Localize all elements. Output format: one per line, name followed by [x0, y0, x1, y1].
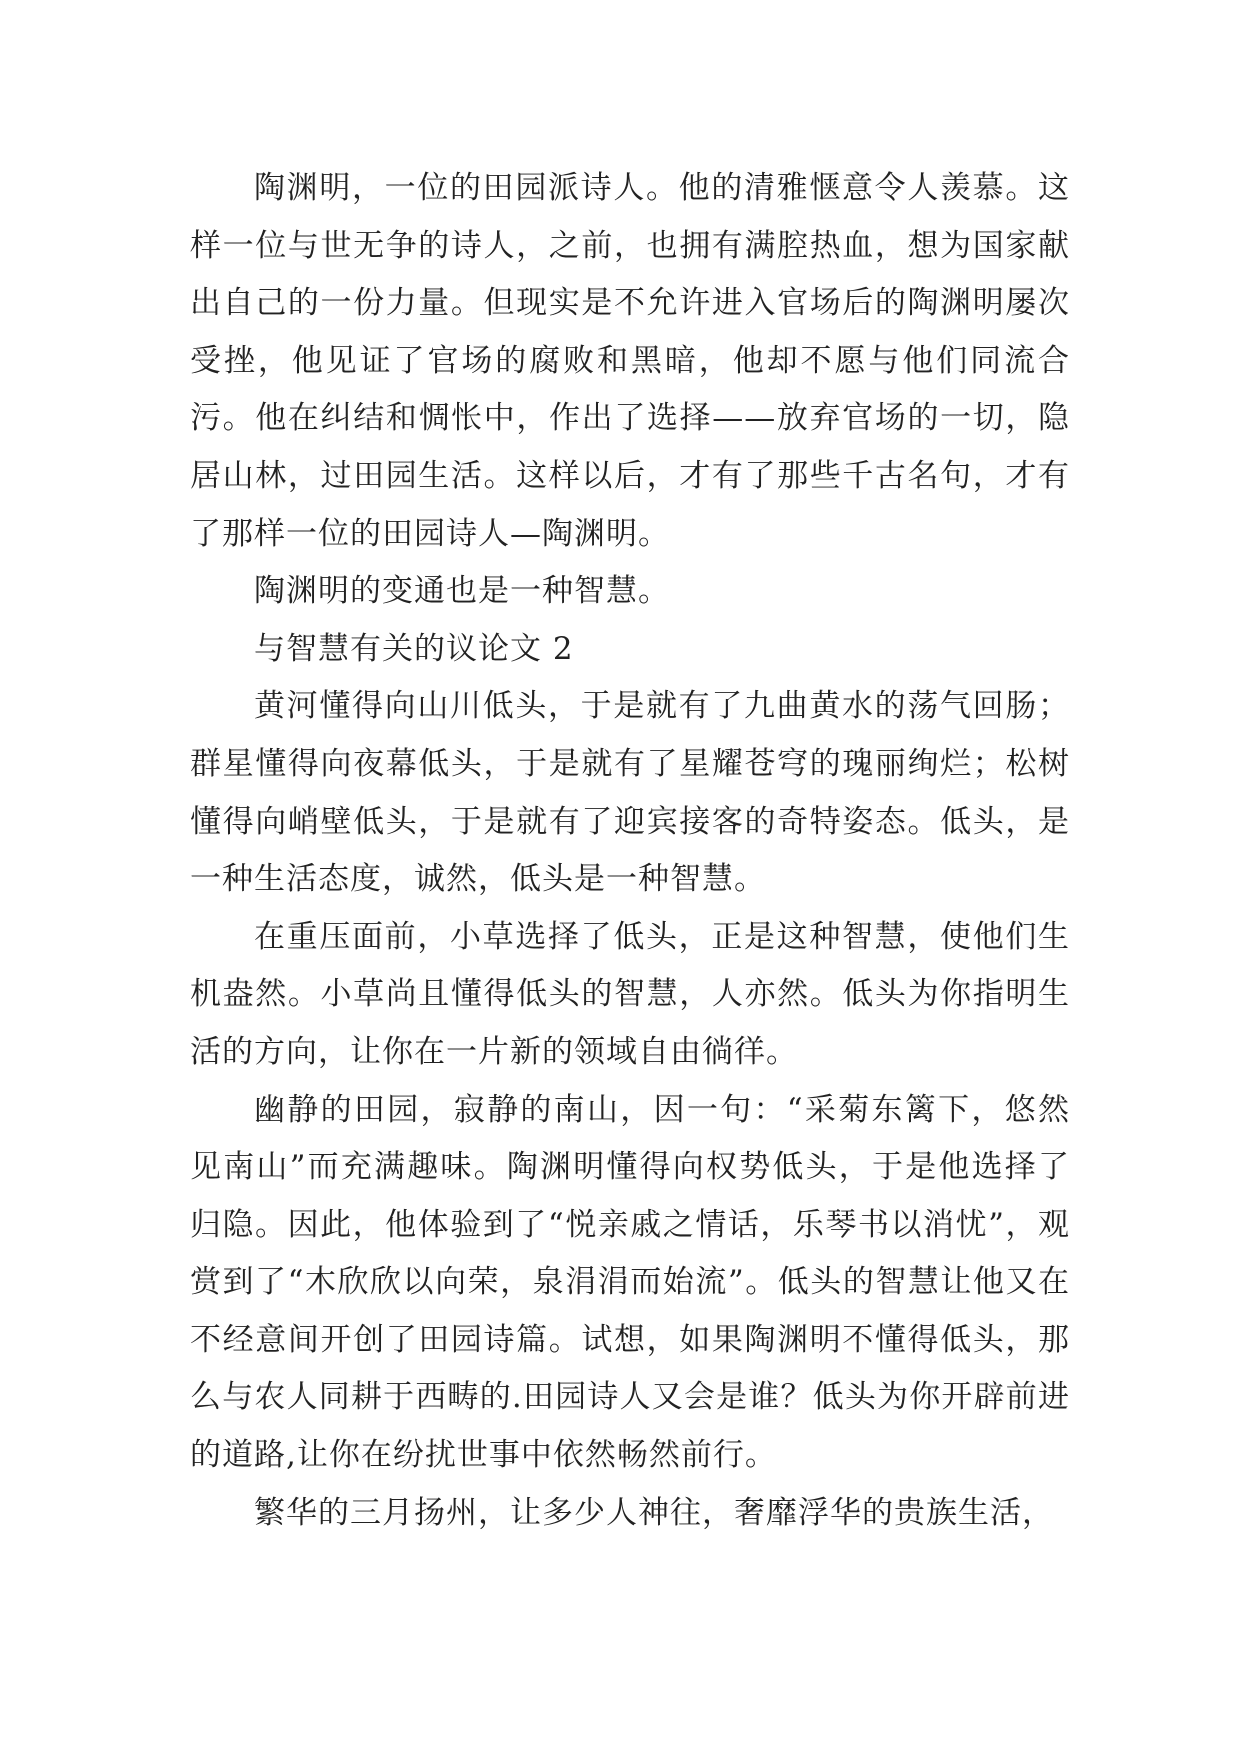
paragraph-tao-yuanming-intro: 陶渊明，一位的田园派诗人。他的清雅惬意令人羡慕。这样一位与世无争的诗人，之前，也拥有满腔热血，想为国家献出自己的一份力量。但现实是不允许进入官场后的陶渊明屡次受挫，他见证了官场的腐败和黑暗，他却不愿与他们同流合污。他在纠结和惆怅中，作出了选择——放弃官场的一切，隐居山林，过田园生活。这样以后，才有了那些千古名句，才有了那样一位的田园诗人—陶渊明。 [190, 170, 1070, 552]
paragraph-yangzhou: 繁华的三月扬州，让多少人神往，奢靡浮华的贵族生活， [254, 1494, 1054, 1531]
paragraph-adaptability-wisdom: 陶渊明的变通也是一种智慧。 [254, 573, 670, 610]
essay-title-2: 与智慧有关的议论文 2 [254, 630, 574, 667]
paragraph-grass-pressure: 在重压面前，小草选择了低头，正是这种智慧，使他们生机盎然。小草尚且懂得低头的智慧，人亦然。低头为你指明生活的方向，让你在一片新的领域自由徜徉。 [190, 918, 1070, 1070]
document-body [190, 160, 1070, 1542]
paragraph-bowing-head: 黄河懂得向山川低头，于是就有了九曲黄水的荡气回肠；群星懂得向夜幕低头，于是就有了星耀苍穹的瑰丽绚烂；松树懂得向峭壁低头，于是就有了迎宾接客的奇特姿态。低头，是一种生活态度，诚然，低头是一种智慧。 [190, 688, 1070, 898]
paragraph-quiet-countryside: 幽静的田园，寂静的南山，因一句：“采菊东篱下，悠然见南山”而充满趣味。陶渊明懂得向权势低头，于是他选择了归隐。因此，他体验到了“悦亲戚之情话，乐琴书以消忧”，观赏到了“木欣欣以向荣，泉涓涓而始流”。低头的智慧让他又在不经意间开创了田园诗篇。试想，如果陶渊明不懂得低头，那么与农人同耕于西畴的.田园诗人又会是谁？低头为你开辟前进的道路,让你在纷扰世事中依然畅然前行。 [190, 1091, 1070, 1474]
